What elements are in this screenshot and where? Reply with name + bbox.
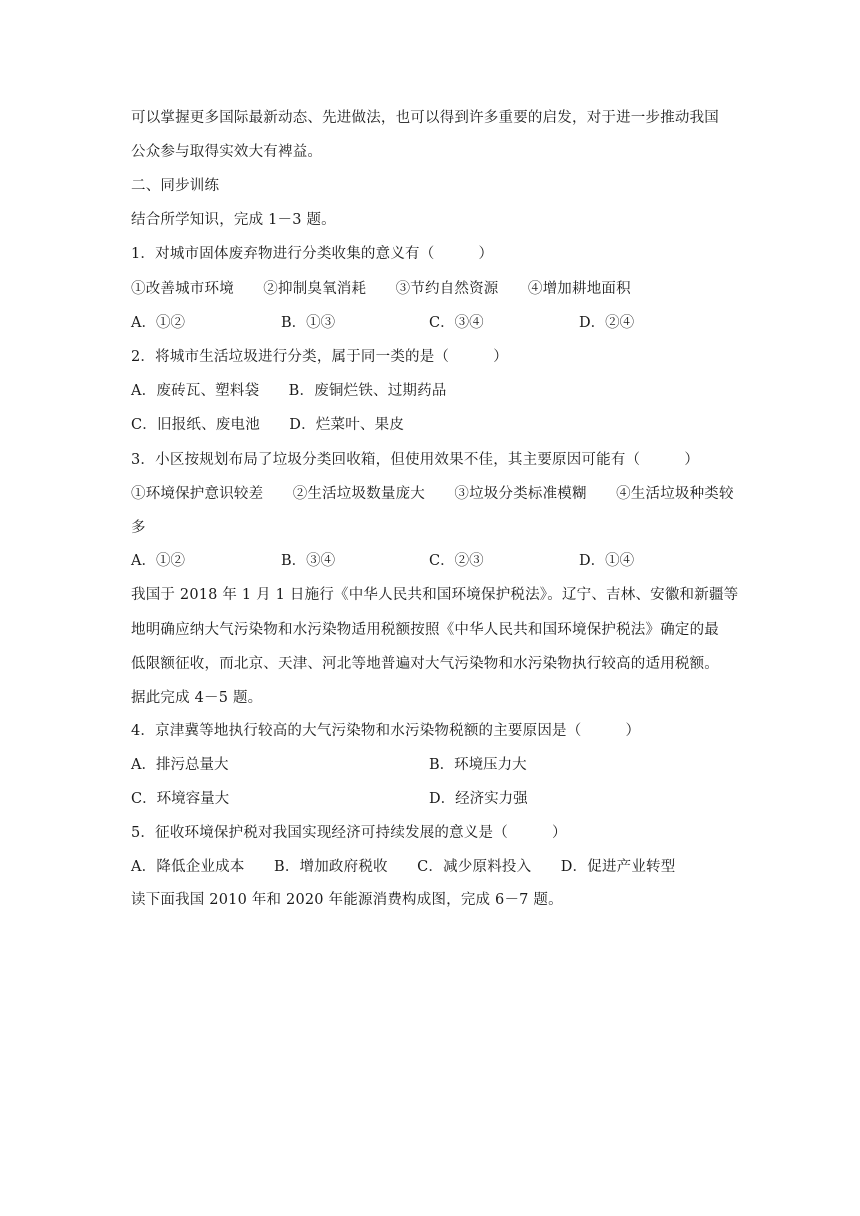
passage-line-1: 我国于 2018 年 1 月 1 日施行《中华人民共和国环境保护税法》。辽宁、吉林、安徽和新疆等 bbox=[131, 587, 739, 603]
q3-option-a: A．①② bbox=[131, 553, 185, 569]
q3-items-line-2: 多 bbox=[131, 520, 146, 536]
q5-options: A．降低企业成本 B．增加政府税收 C．减少原料投入 D．促进产业转型 bbox=[131, 859, 676, 875]
q1-options bbox=[131, 313, 731, 333]
passage-line-2: 地明确应纳大气污染物和水污染物适用税额按照《中华人民共和国环境保护税法》确定的最 bbox=[131, 622, 719, 638]
section-title: 二、同步训练 bbox=[131, 178, 220, 194]
q1-items: ①改善城市环境 ②抑制臭氧消耗 ③节约自然资源 ④增加耕地面积 bbox=[131, 281, 631, 297]
q2-options-line-2: C．旧报纸、废电池 D．烂菜叶、果皮 bbox=[131, 417, 405, 433]
q4-option-b: B．环境压力大 bbox=[429, 757, 527, 773]
q4-option-a: A．排污总量大 bbox=[131, 757, 229, 773]
q4-option-d: D．经济实力强 bbox=[429, 791, 528, 807]
q5-stem: 5．征收环境保护税对我国实现经济可持续发展的意义是（ ） bbox=[131, 825, 567, 841]
q3-options bbox=[131, 551, 731, 571]
q1-stem: 1．对城市固体废弃物进行分类收集的意义有（ ） bbox=[131, 246, 494, 262]
q4-option-c: C．环境容量大 bbox=[131, 791, 230, 807]
passage-line-4: 据此完成 4－5 题。 bbox=[131, 690, 263, 706]
closing-instruction: 读下面我国 2010 年和 2020 年能源消费构成图，完成 6－7 题。 bbox=[131, 892, 563, 908]
q3-option-c: C．②③ bbox=[429, 553, 484, 569]
q3-option-b: B．③④ bbox=[281, 553, 336, 569]
intro-line-1: 可以掌握更多国际最新动态、先进做法，也可以得到许多重要的启发，对于进一步推动我国 bbox=[131, 110, 719, 126]
q2-stem: 2．将城市生活垃圾进行分类，属于同一类的是（ ） bbox=[131, 349, 508, 365]
q3-option-d: D．①④ bbox=[579, 553, 635, 569]
intro-line-2: 公众参与取得实效大有裨益。 bbox=[131, 144, 323, 160]
q1-option-d: D．②④ bbox=[579, 315, 635, 331]
q1-option-c: C．③④ bbox=[429, 315, 484, 331]
q3-stem: 3．小区按规划布局了垃圾分类回收箱，但使用效果不佳，其主要原因可能有（ ） bbox=[131, 452, 700, 468]
passage-line-3: 低限额征收，而北京、天津、河北等地普遍对大气污染物和水污染物执行较高的适用税额。 bbox=[131, 656, 719, 672]
q4-stem: 4．京津冀等地执行较高的大气污染物和水污染物税额的主要原因是（ ） bbox=[131, 723, 641, 739]
q3-items-line-1: ①环境保护意识较差 ②生活垃圾数量庞大 ③垃圾分类标准模糊 ④生活垃圾种类较 bbox=[131, 486, 734, 502]
q4-options-row-2 bbox=[131, 789, 731, 809]
q4-options-row-1 bbox=[131, 755, 731, 775]
q1-option-b: B．①③ bbox=[281, 315, 336, 331]
q1-option-a: A．①② bbox=[131, 315, 185, 331]
group1-intro: 结合所学知识，完成 1－3 题。 bbox=[131, 212, 336, 228]
q2-options-line-1: A．废砖瓦、塑料袋 B．废铜烂铁、过期药品 bbox=[131, 383, 447, 399]
